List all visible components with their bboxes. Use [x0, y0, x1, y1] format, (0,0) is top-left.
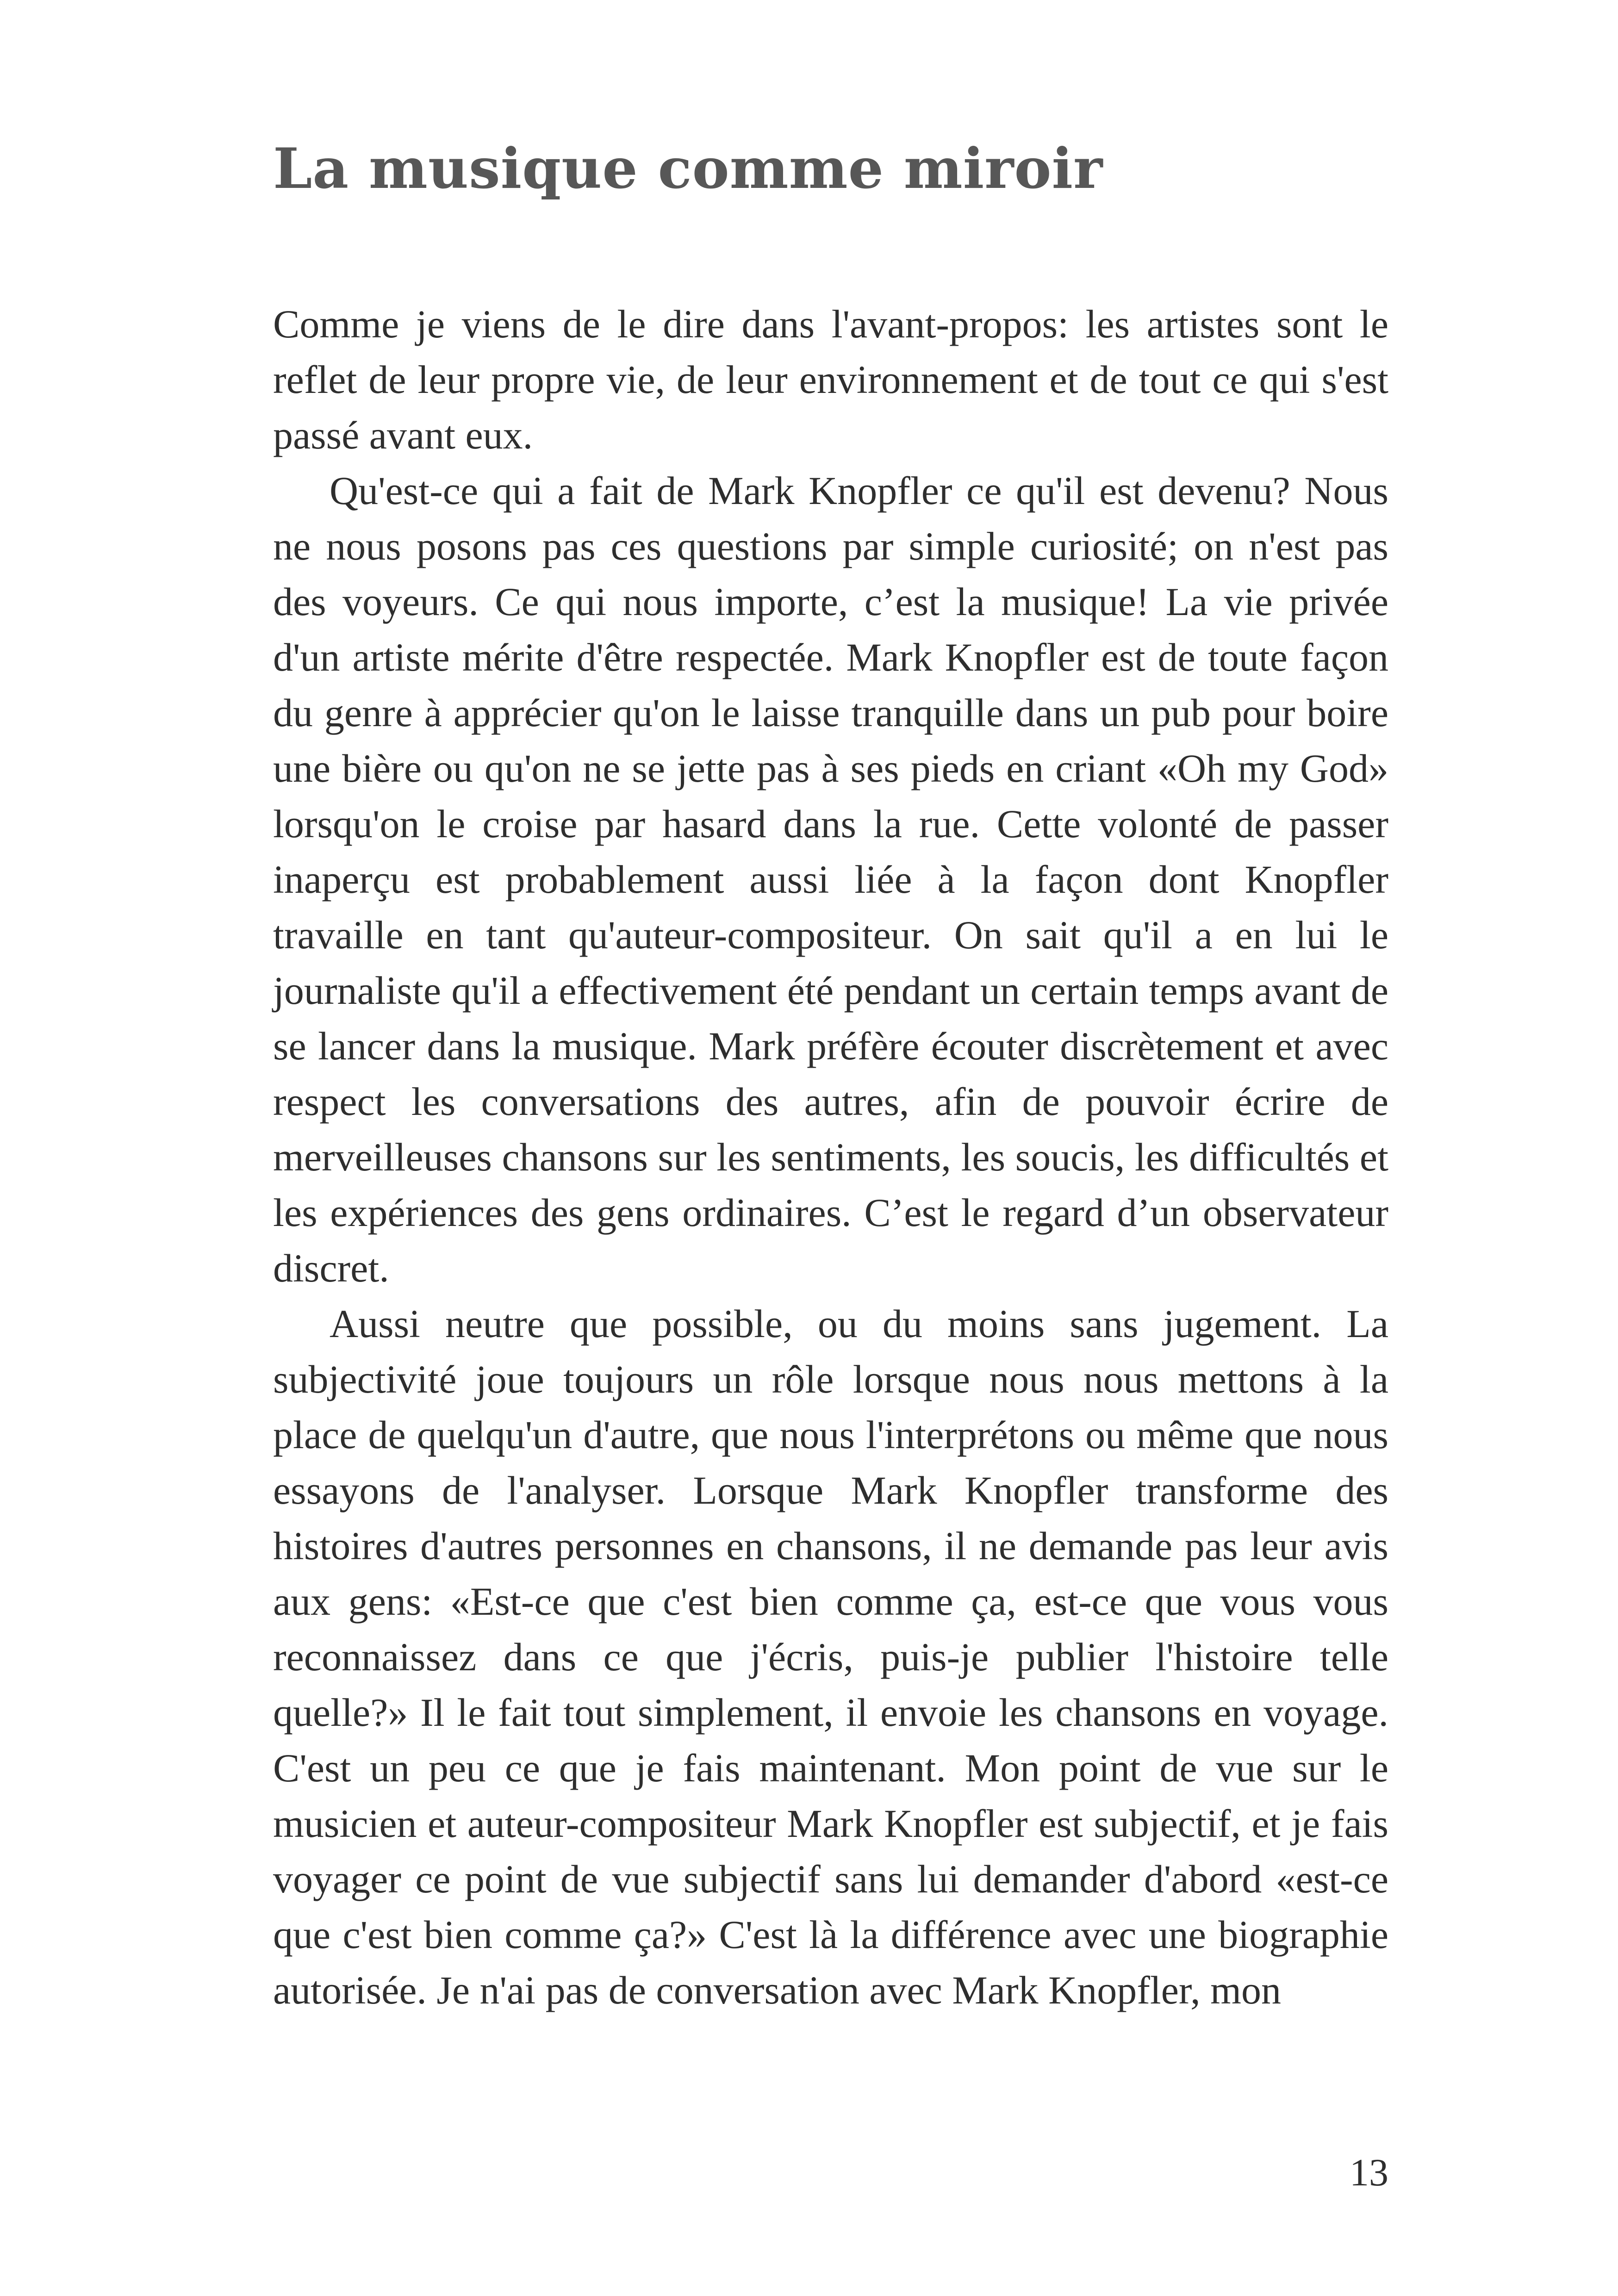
chapter-title: La musique comme miroir — [273, 136, 1103, 201]
paragraph-3: Aussi neutre que possible, ou du moins sans jugement. La subjectivité joue toujours un rôle lorsque nous nous mettons à la place de quelqu'un d'autre, que nous l'interprétons ou même que nous essayons de l'analyser. Lorsque Mark Knopfler transforme des histoires d'autres personnes en chansons, il ne demande pas leur avis aux gens: «Est-ce que c'est bien comme ça, est-ce que vous vous reconnaissez dans ce que j'écris, puis-je publier l'histoire telle quelle?» Il le fait tout simplement, il envoie les chansons en voyage. C'est un peu ce que je fais maintenant. Mon point de vue sur le musicien et auteur-compositeur Mark Knopfler est subjectif, et je fais voyager ce point de vue subjectif sans lui demander d'abord «est-ce que c'est bien comme ça?» C'est là la différence avec une biographie autorisée. Je n'ai pas de conversation avec Mark Knopfler, mon — [273, 1301, 1388, 2012]
paragraph-1: Comme je viens de le dire dans l'avant-propos: les artistes sont le reflet de leur propre vie, de leur environnement et de tout ce qui s'est passé avant eux. — [273, 302, 1388, 457]
page-number: 13 — [1350, 2151, 1388, 2194]
body-text — [273, 296, 1388, 2018]
paragraph-2: Qu'est-ce qui a fait de Mark Knopfler ce qu'il est devenu? Nous ne nous posons pas ces questions par simple curiosité; on n'est pas des voyeurs. Ce qui nous importe, c’est la musique! La vie privée d'un artiste mérite d'être respectée. Mark Knopfler est de toute façon du genre à apprécier qu'on le laisse tranquille dans un pub pour boire une bière ou qu'on ne se jette pas à ses pieds en criant «Oh my God» lorsqu'on le croise par hasard dans la rue. Cette volonté de passer inaperçu est probablement aussi liée à la façon dont Knopfler travaille en tant qu'auteur-compositeur. On sait qu'il a en lui le journaliste qu'il a effectivement été pendant un certain temps avant de se lancer dans la musique. Mark préfère écouter discrètement et avec respect les conversations des autres, afin de pouvoir écrire de merveilleuses chansons sur les sentiments, les soucis, les difficultés et les expériences des gens ordinaires. C’est le regard d’un observateur discret. — [273, 468, 1388, 1290]
